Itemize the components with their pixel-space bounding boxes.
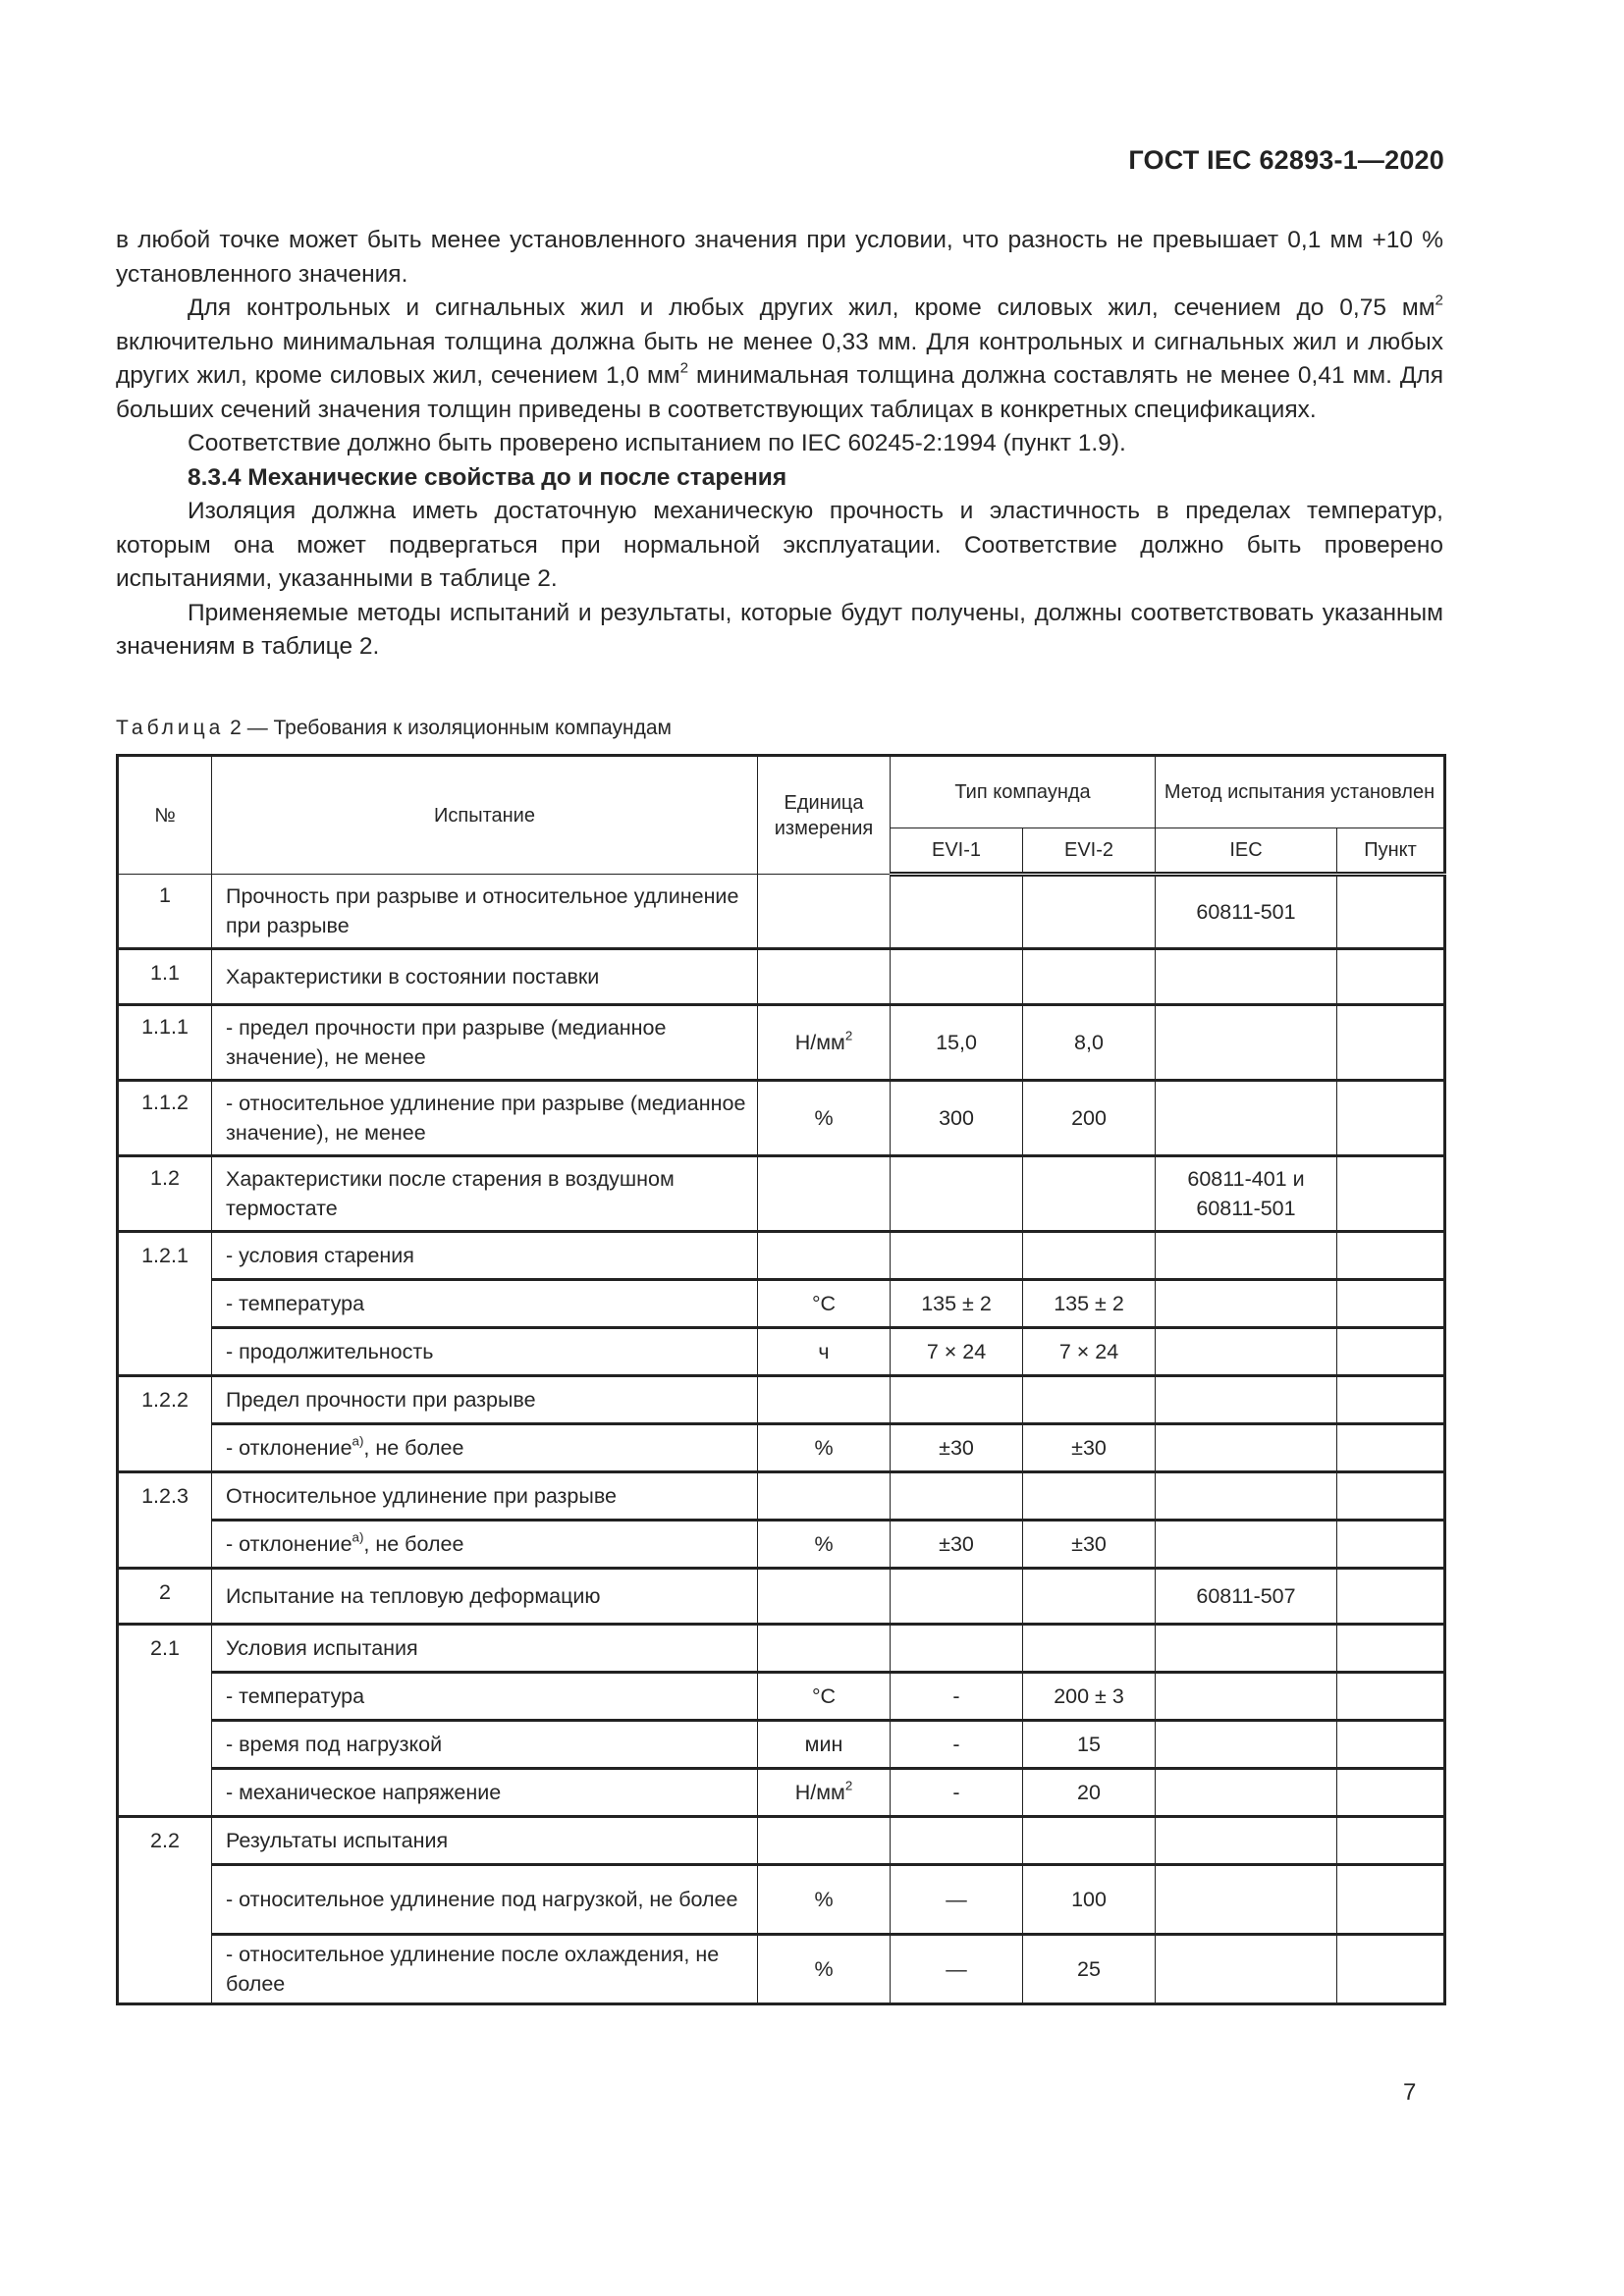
table-row: 1.2 Характеристики после старения в воздушном термостате 60811-401 и 60811-501 xyxy=(118,1156,1445,1232)
header-iec: IEC xyxy=(1156,828,1337,875)
header-evi1: EVI-1 xyxy=(891,828,1023,875)
table-row: 1.1.1 - предел прочности при разрыве (медианное значение), не менее $Н/мм^2$ 15,0 8,0 xyxy=(118,1005,1445,1081)
table-row: 2.2 Результаты испытания xyxy=(118,1817,1445,1865)
header-unit: Единица измерения xyxy=(758,756,891,875)
table-row: - относительное удлинение под нагрузкой, не более % — 100 xyxy=(118,1865,1445,1935)
requirements-table xyxy=(116,754,1446,2005)
body-text xyxy=(116,224,1443,665)
paragraph-methods: Применяемые методы испытаний и результаты, которые будут получены, должны соответствовать указанным значениям в таблице 2. xyxy=(116,599,1443,660)
header-no: № xyxy=(118,756,212,875)
header-evi2: EVI-2 xyxy=(1023,828,1156,875)
paragraph-insulation: Изоляция должна иметь достаточную механическую прочность и эластичность в пределах температур, которым она может подвергаться при нормальной эксплуатации. Соответствие должно быть проверено испытаниями, указанными в таблице 2. xyxy=(116,498,1443,592)
header-test: Испытание xyxy=(212,756,758,875)
table-row: 1.1.2 - относительное удлинение при разрыве (медианное значение), не менее % 300 200 xyxy=(118,1081,1445,1156)
header-test-method: Метод испытания установлен xyxy=(1156,756,1445,828)
table-row: 1.1 Характеристики в состоянии поставки xyxy=(118,949,1445,1005)
table-row: 1.2.2 Предел прочности при разрыве xyxy=(118,1376,1445,1424)
table-row: - время под нагрузкой мин - 15 xyxy=(118,1721,1445,1769)
paragraph-continuation: в любой точке может быть менее установленного значения при условии, что разность не превышает 0,1 мм +10 % установленного значения. xyxy=(116,227,1443,288)
table-row: - относительное удлинение после охлаждения, не более % — 25 xyxy=(118,1935,1445,2004)
paragraph-compliance: Соответствие должно быть проверено испытанием по IEC 60245-2:1994 (пункт 1.9). xyxy=(188,430,1126,456)
header-punkt: Пункт xyxy=(1337,828,1445,875)
document-code-header: ГОСТ IEC 62893-1—2020 xyxy=(1128,145,1444,175)
table-row: - отклонение$^{а)}$, не более % ±30 ±30 xyxy=(118,1521,1445,1569)
table-row: 1.2.3 Относительное удлинение при разрыве xyxy=(118,1472,1445,1521)
paragraph-thickness: Для контрольных и сигнальных жил и любых других жил, кроме силовых жил, сечением до 0,75 $мм^2$ включительно минимальная толщина должна быть не менее 0,33 мм. Для контрольных и сигнальных жил и любых других жил, кроме силовых жил, сечением 1,0 $мм^2$ минимальная толщина должна составлять не менее 0,41 мм. Для больших сечений значения толщин приведены в соответствующих таблицах в конкретных спецификациях. xyxy=(116,292,1443,423)
table-row: - температура °C - 200 ± 3 xyxy=(118,1673,1445,1721)
section-heading: 8.3.4 Механические свойства до и после старения xyxy=(188,463,787,491)
table-row: 1 Прочность при разрыве и относительное удлинение при разрыве 60811-501 xyxy=(118,875,1445,949)
table-row: - отклонение$^{а)}$, не более % ±30 ±30 xyxy=(118,1424,1445,1472)
table-caption: Таблица 2 — Требования к изоляционным компаундам xyxy=(116,717,672,739)
table-row: - температура °C 135 ± 2 135 ± 2 xyxy=(118,1280,1445,1328)
page-number: 7 xyxy=(1403,2079,1417,2106)
table-row: 1.2.1 - условия старения xyxy=(118,1232,1445,1280)
table-row: 2 Испытание на тепловую деформацию 60811-507 xyxy=(118,1569,1445,1625)
header-compound-type: Тип компаунда xyxy=(891,756,1156,828)
table-row: - продолжительность ч 7 × 24 7 × 24 xyxy=(118,1328,1445,1376)
table-row: 2.1 Условия испытания xyxy=(118,1625,1445,1673)
table-row: - механическое напряжение $Н/мм^2$ - 20 xyxy=(118,1769,1445,1817)
